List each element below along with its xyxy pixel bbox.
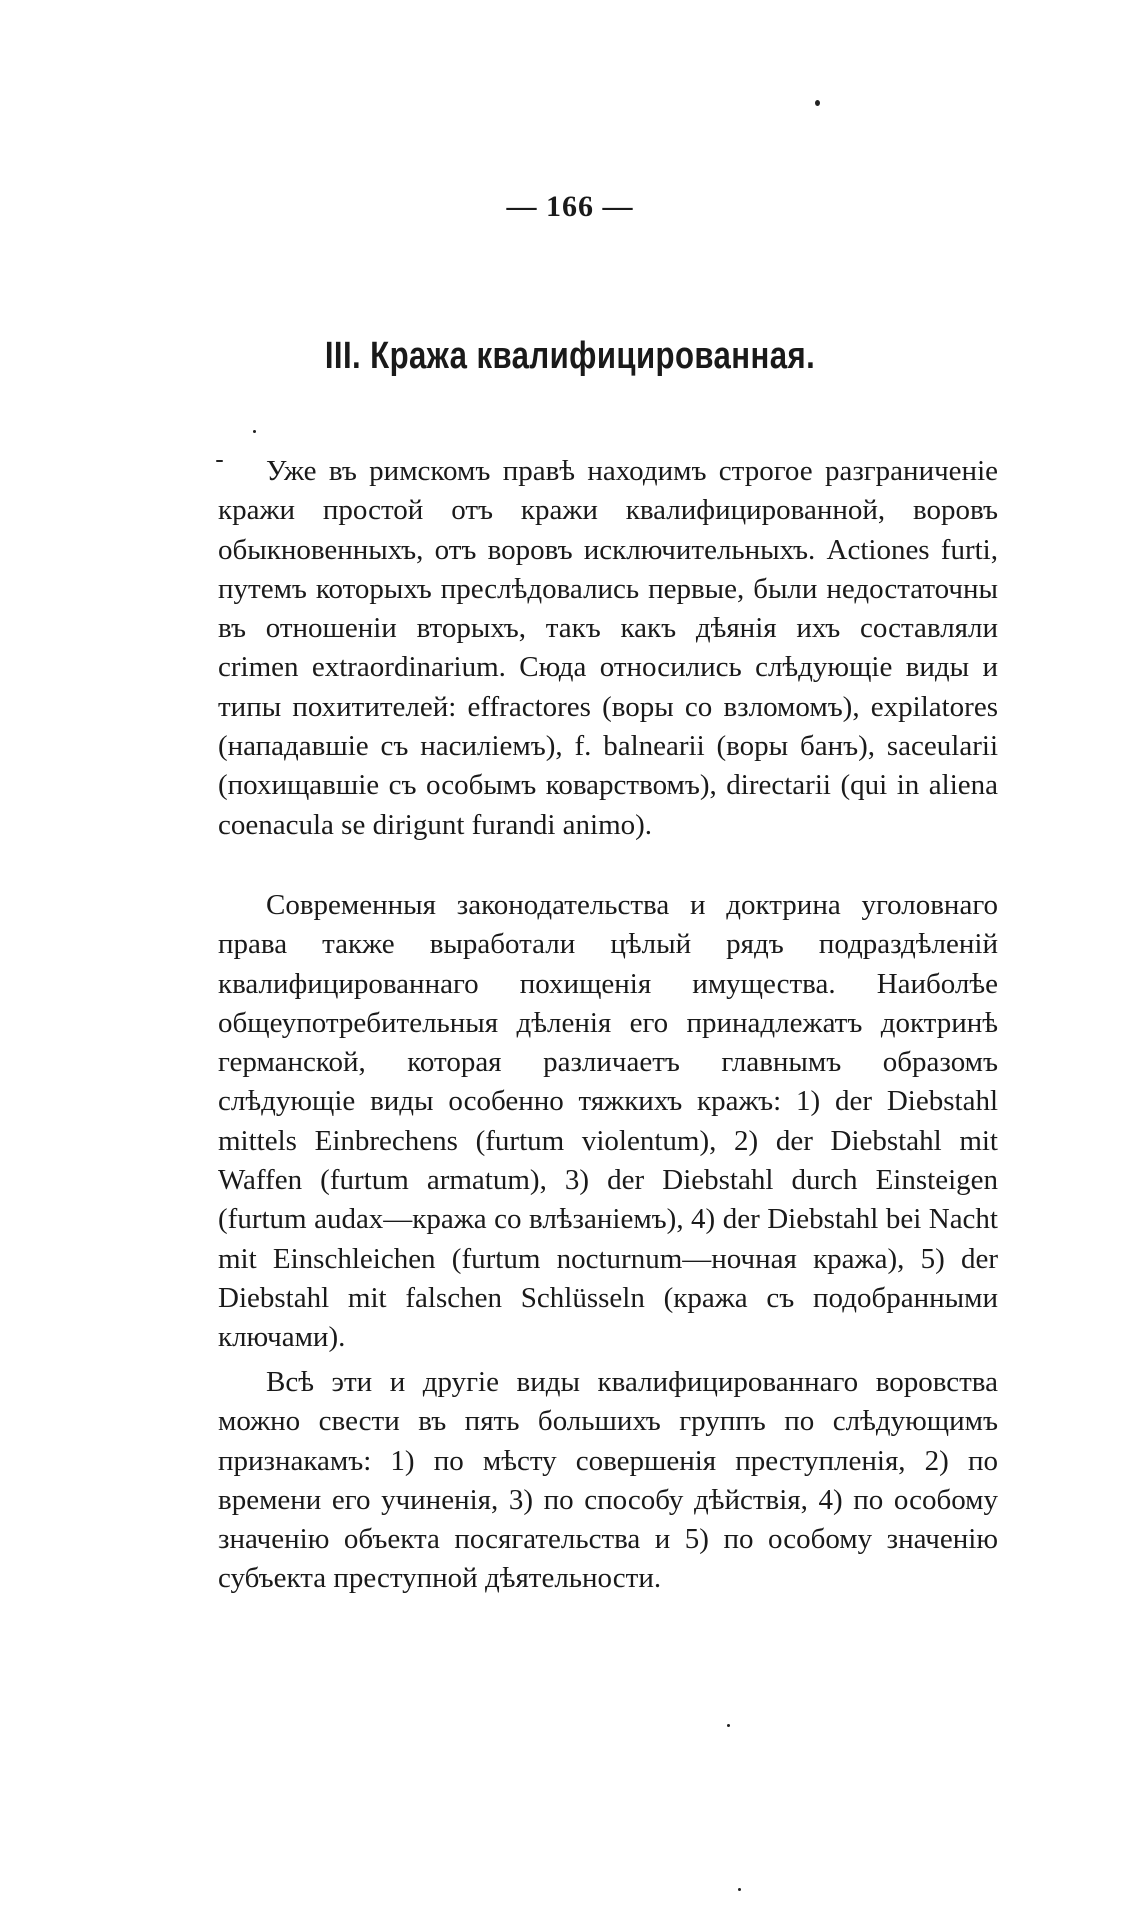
print-speck [727,1724,730,1727]
paragraph-3 [218,1363,998,1599]
paragraph-text: Всѣ эти и другіе виды квалифицированнаго воровства можно свести въ пять большихъ группъ по слѣдующимъ признакамъ: 1) по мѣсту совершенія преступленія, 2) по времени его учиненія, 3) по способу дѣйствія, 4) по особому значенію объекта посягательства и 5) по особому значенію субъекта преступной дѣятельности. [218,1366,998,1595]
paragraph-2 [218,886,998,1358]
page-number: — 166 — [506,190,634,223]
print-speck [738,1888,741,1891]
chapter-title: III. Кража квалифицированная. [324,335,816,377]
paragraph-text: Современныя законодательства и доктрина уголовнаго права также выработали цѣлый рядъ подраздѣленій квалифицированнаго похищенія имущества. Наиболѣе общеупотребительныя дѣленія его принадлежатъ доктринѣ германской, которая различаетъ главнымъ образомъ слѣдующіе виды особенно тяжкихъ кражъ: 1) der Diebstahl mittels Einbrechens (furtum violentum), 2) der Diebstahl mit Waffen (furtum armatum), 3) der Diebstahl durch Einsteigen (furtum audax—кража со влѣзаніемъ), 4) der Diebstahl bei Nacht mit Einschleichen (furtum nocturnum—ночная кража), 5) der Diebstahl mit falschen Schlüsseln (кража съ подобранными ключами). [218,889,998,1354]
paragraph-text: Уже въ римскомъ правѣ находимъ строгое разграниченіе кражи простой отъ кражи квалифицированной, воровъ обыкновенныхъ, отъ воровъ исключительныхъ. Actiones furti, путемъ которыхъ преслѣдовались первые, были недостаточны въ отношеніи вторыхъ, такъ какъ дѣянія ихъ составляли crimen extraordinarium. Сюда относились слѣдующіе виды и типы похитителей: effractores (воры со взломомъ), expilatores (нападавшіе съ насиліемъ), f. balnearii (воры банъ), saceularii (похищавшіе съ особымъ коварствомъ), directarii (qui in aliena coenacula se dirigunt furandi animo). [218,455,998,841]
print-speck [815,100,820,106]
print-speck [253,430,256,433]
paragraph-1 [218,452,998,845]
